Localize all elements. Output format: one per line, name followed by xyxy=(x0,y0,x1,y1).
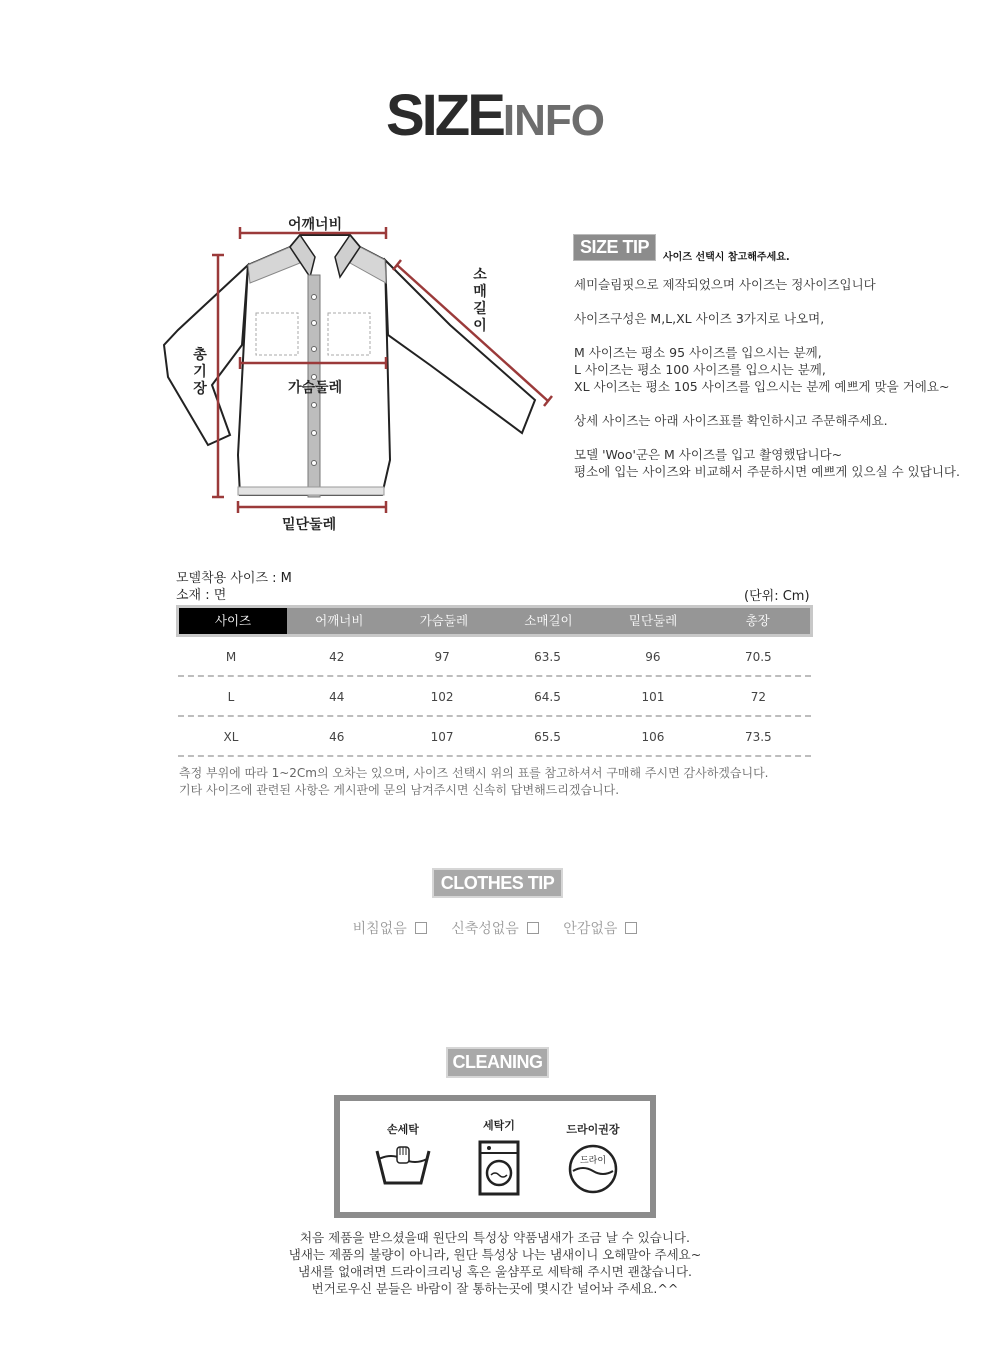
label-sleeve: 소매길이 xyxy=(473,267,487,334)
shirt-diagram xyxy=(150,205,570,545)
cleaning-note: 냄새를 없애려면 드라이크리닝 혹은 울샴푸로 세탁해 주시면 괜찮습니다. xyxy=(297,1264,693,1279)
option-label: 신축성없음 xyxy=(451,921,519,937)
cell: 64.5 xyxy=(534,690,561,704)
title-info: INFO xyxy=(502,96,605,145)
header-hem: 밑단둘레 xyxy=(628,613,678,628)
material: 소재 : 면 xyxy=(176,588,227,603)
option-no-lining xyxy=(563,921,637,937)
hand-wash-item xyxy=(358,1121,448,1189)
size-tip-text xyxy=(574,276,984,480)
washing-machine-item xyxy=(454,1117,544,1197)
table-header xyxy=(176,605,813,637)
cleaning-notes xyxy=(0,1229,990,1297)
option-label: 안감없음 xyxy=(563,921,618,937)
cell: L xyxy=(227,690,235,704)
clothes-options xyxy=(0,918,990,938)
cell: 63.5 xyxy=(534,650,561,664)
size-table xyxy=(176,605,813,757)
table-row xyxy=(178,717,811,757)
option-label: 비침없음 xyxy=(352,921,407,937)
tip-line: M 사이즈는 평소 95 사이즈를 입으시는 분께, xyxy=(574,345,822,360)
model-info xyxy=(176,570,292,604)
page-title xyxy=(0,82,990,149)
label-hem: 밑단둘레 xyxy=(282,517,337,533)
washing-machine-icon xyxy=(477,1139,521,1197)
cell: 46 xyxy=(329,730,345,744)
title-size: SIZE xyxy=(385,83,503,148)
header-size: 사이즈 xyxy=(179,608,287,634)
tip-line: L 사이즈는 평소 100 사이즈를 입으시는 분께, xyxy=(574,362,826,377)
checkbox-icon xyxy=(527,922,539,934)
cleaning-note: 처음 제품을 받으셨을때 원단의 특성상 약품냄새가 조금 날 수 있습니다. xyxy=(300,1230,690,1245)
table-row xyxy=(178,677,811,717)
header-sleeve: 소매길이 xyxy=(524,613,573,628)
cleaning-note: 번거로우신 분들은 바람이 잘 통하는곳에 몇시간 널어놔 주세요.^^ xyxy=(311,1281,679,1296)
label-shoulder: 어깨너비 xyxy=(288,217,343,233)
cell: 65.5 xyxy=(534,730,561,744)
cell: 73.5 xyxy=(744,730,772,744)
tip-line: 상세 사이즈는 아래 사이즈표를 확인하시고 주문해주세요. xyxy=(574,413,888,428)
checkbox-icon xyxy=(625,922,637,934)
tip-line: XL 사이즈는 평소 105 사이즈를 입으시는 분께 예쁘게 맞을 거에요~ xyxy=(574,379,950,394)
model-size: 모델착용 사이즈 : M xyxy=(176,571,292,586)
unit-label: (단위: Cm) xyxy=(744,589,810,604)
shirt-illustration-icon xyxy=(150,205,570,545)
dry-clean-icon xyxy=(567,1143,619,1195)
cell: 101 xyxy=(641,690,665,704)
dry-clean-item xyxy=(548,1121,638,1195)
cell: 42 xyxy=(329,650,345,664)
header-shoulder: 어깨너비 xyxy=(315,613,364,628)
label-chest: 가슴둘레 xyxy=(288,380,343,396)
cell: 44 xyxy=(329,690,345,704)
tip-line: 모델 'Woo'군은 M 사이즈를 입고 촬영했답니다~ xyxy=(574,447,843,462)
option-no-see-through xyxy=(353,921,427,937)
washing-machine-label: 세탁기 xyxy=(483,1119,515,1132)
table-note: 기타 사이즈에 관련된 사항은 게시판에 문의 남겨주시면 신속히 답변해드리겠습니다. xyxy=(179,783,620,797)
cell: M xyxy=(225,650,237,664)
cell: 106 xyxy=(641,730,665,744)
tip-line: 평소에 입는 사이즈와 비교해서 주문하시면 예쁘게 있으실 수 있답니다. xyxy=(574,464,960,479)
cell: 70.5 xyxy=(744,650,772,664)
dry-icon-text: 드라이 xyxy=(579,1156,607,1166)
cell: 96 xyxy=(645,650,661,664)
cell: 72 xyxy=(750,690,766,704)
label-length: 총기장 xyxy=(193,347,207,397)
tip-line: 사이즈구성은 M,L,XL 사이즈 3가지로 나오며, xyxy=(574,311,825,326)
cell: XL xyxy=(223,730,239,744)
cleaning-note: 냄새는 제품의 불량이 아니라, 원단 특성상 나는 냄새이니 오해말아 주세요~ xyxy=(288,1247,702,1262)
cleaning-badge: CLEANING xyxy=(446,1047,549,1078)
header-length: 총장 xyxy=(745,613,770,628)
hand-wash-label: 손세탁 xyxy=(387,1123,419,1136)
hand-wash-icon xyxy=(373,1143,433,1189)
dry-clean-label: 드라이권장 xyxy=(566,1123,620,1136)
cell: 102 xyxy=(430,690,454,704)
cell: 107 xyxy=(430,730,454,744)
cell: 97 xyxy=(434,650,450,664)
size-tip-subtitle: 사이즈 선택시 참고해주세요. xyxy=(663,252,790,263)
cleaning-box xyxy=(334,1095,656,1218)
option-no-stretch xyxy=(451,921,539,937)
table-notes xyxy=(179,765,768,799)
checkbox-icon xyxy=(415,922,427,934)
table-note: 측정 부위에 따라 1~2Cm의 오차는 있으며, 사이즈 선택시 위의 표를 참고하셔서 구매해 주시면 감사하겠습니다. xyxy=(179,766,769,780)
clothes-tip-badge: CLOTHES TIP xyxy=(432,868,563,898)
size-tip-badge: SIZE TIP xyxy=(573,234,656,261)
table-row xyxy=(178,637,811,677)
tip-line: 세미슬림핏으로 제작되었으며 사이즈는 정사이즈입니다 xyxy=(574,277,876,292)
header-chest: 가슴둘레 xyxy=(419,613,469,628)
